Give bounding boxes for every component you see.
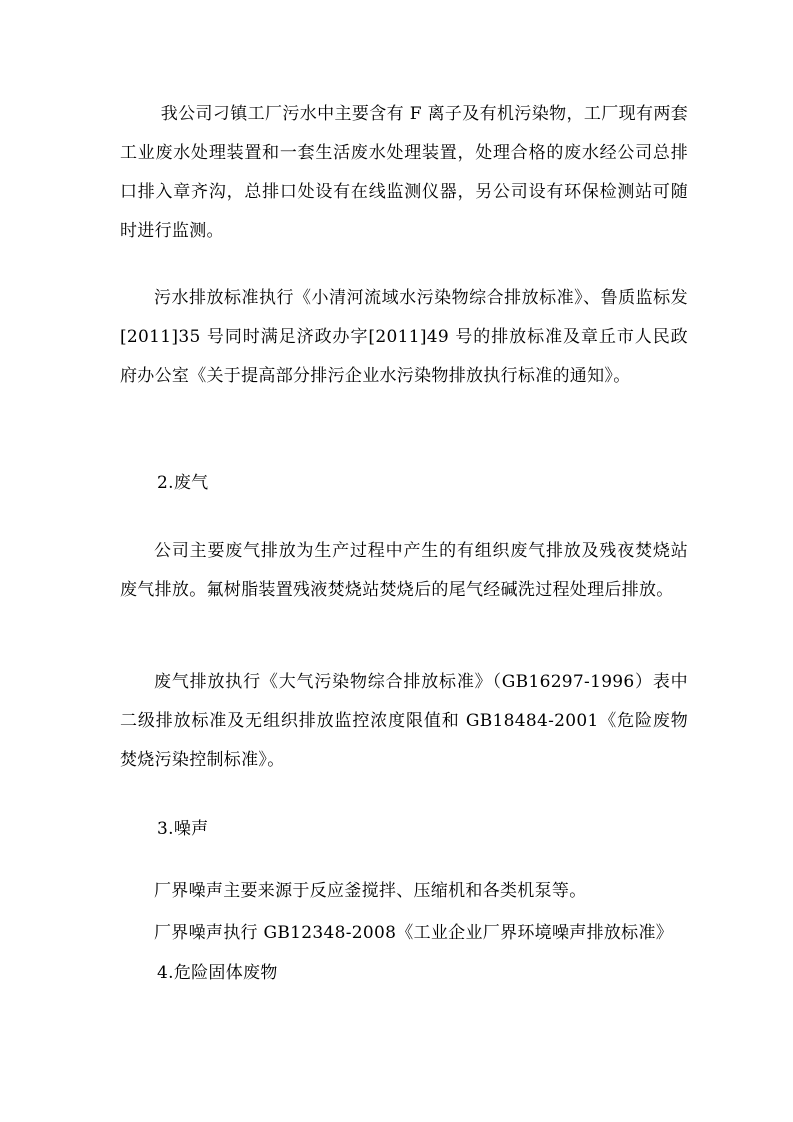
paragraph-wastewater-standard: 污水排放标准执行《小清河流域水污染物综合排放标准》、鲁质监标发[2011]35 号同时满足济政办字[2011]49 号的排放标准及章丘市人民政府办公室《关于提高部分排污企业水污染物排放执行标准的通知》。 [120,288,688,386]
section-heading-waste-gas: 2.废气 [157,473,209,493]
paragraph-noise-source: 厂界噪声主要来源于反应釜搅拌、压缩机和各类机泵等。 [154,881,587,901]
paragraph-waste-gas-standard: 废气排放执行《大气污染物综合排放标准》（GB16297-1996）表中二级排放标准及无组织排放监控浓度限值和 GB18484-2001《危险废物焚烧污染控制标准》。 [120,672,688,770]
paragraph-waste-gas-description: 公司主要废气排放为生产过程中产生的有组织废气排放及残夜焚烧站废气排放。氟树脂装置残液焚烧站焚烧后的尾气经碱洗过程处理后排放。 [120,541,688,600]
section-heading-hazardous-waste: 4.危险固体废物 [157,963,278,983]
paragraph-wastewater-description: 我公司刁镇工厂污水中主要含有 F 离子及有机污染物，工厂现有两套工业废水处理装置和一套生活废水处理装置，处理合格的废水经公司总排口排入章齐沟，总排口处设有在线监测仪器，另公司设有环保检测站可随时进行监测。 [120,104,688,241]
section-heading-noise: 3.噪声 [157,819,209,839]
paragraph-noise-standard: 厂界噪声执行 GB12348-2008《工业企业厂界环境噪声排放标准》 [154,923,674,943]
